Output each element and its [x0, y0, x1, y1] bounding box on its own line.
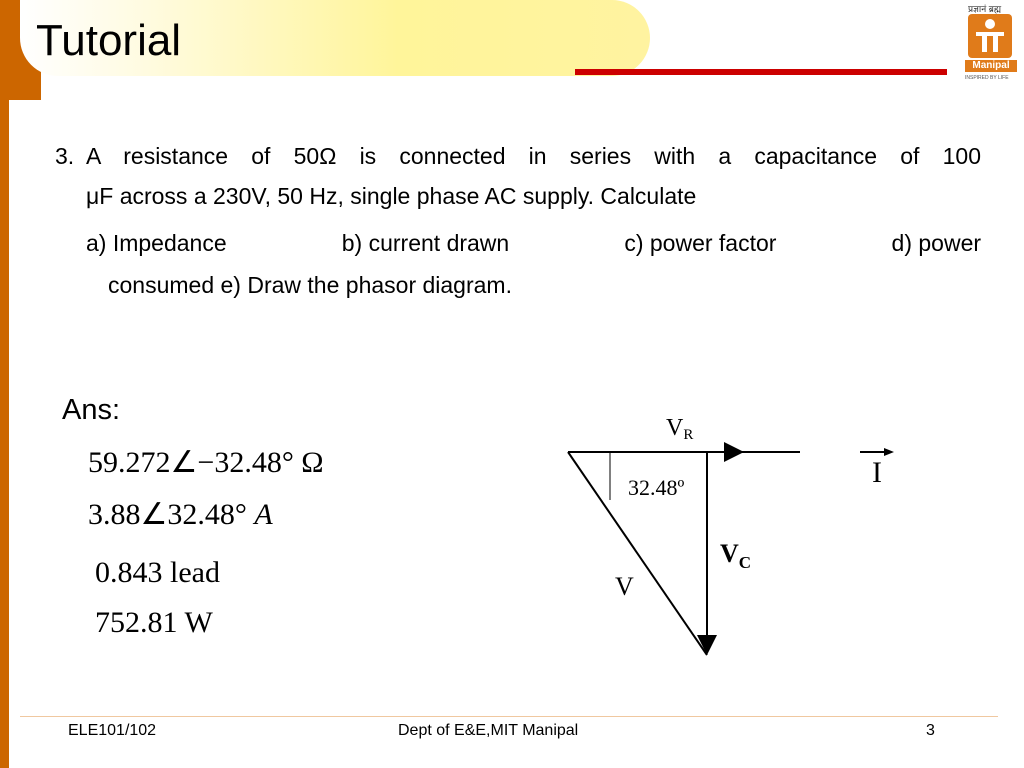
- part-a: a) Impedance: [86, 230, 227, 256]
- part-d: d) power: [891, 230, 982, 256]
- slide-title: Tutorial: [36, 16, 182, 65]
- vr-label: VR: [666, 415, 694, 443]
- vc-label: $V_C$: [720, 539, 752, 572]
- i-phasor-head: [860, 448, 900, 498]
- question-line-4: consumed e) Draw the phasor diagram.: [108, 272, 512, 298]
- answer-impedance: 59.272∠−32.48° Ω: [88, 446, 324, 479]
- answer-current-unit: A: [254, 498, 273, 531]
- answer-power: 752.81 W: [95, 606, 213, 639]
- v-label: V: [615, 572, 634, 601]
- manipal-logo: [962, 0, 1020, 92]
- logo-name: Manipal: [965, 60, 1017, 72]
- answer-current-value: 3.88∠32.48°: [88, 498, 247, 531]
- part-c: c) power factor: [624, 230, 777, 256]
- part-b: b) current drawn: [341, 230, 510, 256]
- title-underline: [575, 69, 947, 75]
- question-line-2: μF across a 230V, 50 Hz, single phase AC supply. Calculate: [86, 183, 697, 209]
- question-line-1: A resistance of 50Ω is connected in series with a capacitance of 100: [86, 143, 981, 169]
- left-accent-bar: [0, 0, 9, 768]
- footer-course: ELE101/102: [68, 722, 157, 739]
- answer-power-factor: 0.843 lead: [95, 556, 220, 589]
- logo-tagline: INSPIRED BY LIFE: [965, 75, 1009, 81]
- angle-label: 32.48º: [628, 475, 685, 500]
- phasor-diagram: [560, 405, 800, 665]
- footer-page-number: 3: [926, 722, 935, 739]
- question-parts: [86, 229, 981, 257]
- footer-department: Dept of E&E,MIT Manipal: [398, 722, 579, 739]
- footer-divider: [20, 716, 998, 717]
- i-label: I: [872, 456, 882, 489]
- logo-emblem-icon: [968, 14, 1012, 58]
- logo-motto: प्रज्ञानं ब्रह्म: [968, 4, 1002, 14]
- question-number: 3.: [55, 143, 75, 169]
- answer-current: [88, 497, 273, 532]
- answer-label: Ans:: [62, 394, 121, 426]
